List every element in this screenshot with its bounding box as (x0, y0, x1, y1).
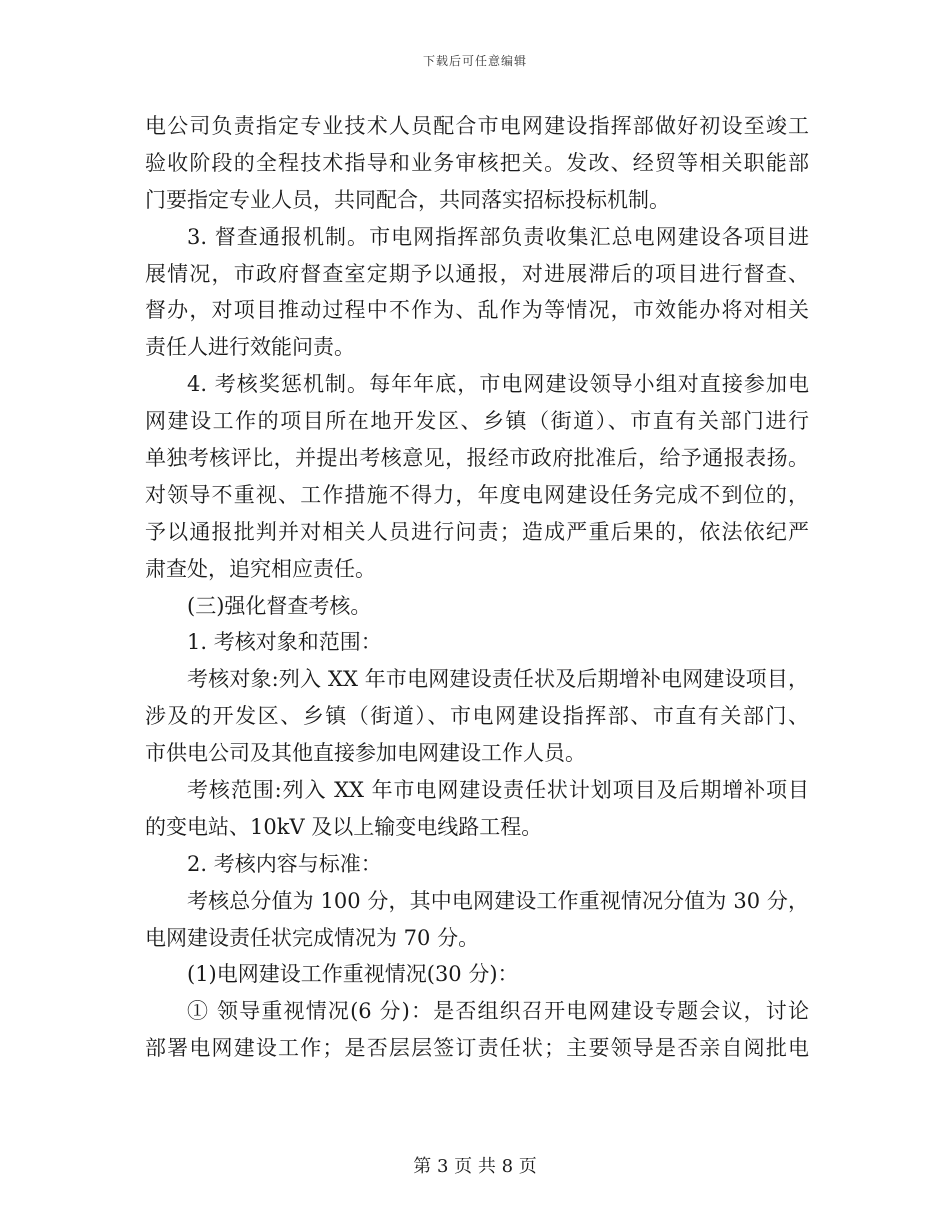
text-line: ① 领导重视情况(6 分)：是否组织召开电网建设专题会议，讨论 (187, 999, 809, 1024)
text-line: 部署电网建设工作；是否层层签订责任状；主要领导是否亲自阅批电 (145, 1036, 809, 1061)
text-line: (三)强化督查考核。 (187, 593, 372, 618)
text-line: 2. 考核内容与标准： (187, 851, 382, 876)
text-line: 的变电站、10kV 及以上输变电线路工程。 (145, 814, 543, 839)
text-line: 涉及的开发区、乡镇（街道）、市电网建设指挥部、市直有关部门、 (145, 704, 809, 729)
text-line: 责任人进行效能问责。 (145, 335, 355, 360)
page-footer: 第 3 页 共 8 页 (413, 1156, 537, 1177)
text-line: 督办，对项目推动过程中不作为、乱作为等情况，市效能办将对相关 (145, 298, 809, 323)
text-line: 考核范围:列入 XX 年市电网建设责任状计划项目及后期增补项目 (187, 778, 809, 803)
text-line: 3. 督查通报机制。市电网指挥部负责收集汇总电网建设各项目进 (187, 224, 809, 249)
text-line: 予以通报批判并对相关人员进行问责；造成严重后果的，依法依纪严 (145, 519, 809, 544)
text-line: 电网建设责任状完成情况为 70 分。 (145, 925, 480, 950)
text-line: 门要指定专业人员，共同配合，共同落实招标投标机制。 (145, 187, 670, 212)
text-line: 电公司负责指定专业技术人员配合市电网建设指挥部做好初设至竣工 (145, 114, 809, 138)
text-line: 1. 考核对象和范围： (187, 630, 382, 655)
text-line: 考核对象:列入 XX 年市电网建设责任状及后期增补电网建设项目， (187, 667, 809, 692)
text-line: 肃查处，追究相应责任。 (145, 556, 376, 581)
text-line: 考核总分值为 100 分，其中电网建设工作重视情况分值为 30 分， (187, 888, 809, 913)
page-header-note: 下载后可任意编辑 (422, 54, 527, 68)
body-text (145, 108, 809, 1067)
text-line: 4. 考核奖惩机制。每年年底，市电网建设领导小组对直接参加电 (187, 372, 809, 397)
text-line: 单独考核评比，并提出考核意见，报经市政府批准后，给予通报表扬。 (145, 446, 809, 471)
text-line: 市供电公司及其他直接参加电网建设工作人员。 (145, 741, 586, 766)
text-line: 验收阶段的全程技术指导和业务审核把关。发改、经贸等相关职能部 (145, 150, 809, 175)
text-line: 网建设工作的项目所在地开发区、乡镇（街道）、市直有关部门进行 (145, 409, 809, 434)
text-line: 对领导不重视、工作措施不得力，年度电网建设任务完成不到位的， (145, 482, 809, 507)
text-line: 展情况，市政府督查室定期予以通报，对进展滞后的项目进行督查、 (145, 261, 809, 286)
text-line: (1)电网建设工作重视情况(30 分)： (187, 962, 519, 987)
